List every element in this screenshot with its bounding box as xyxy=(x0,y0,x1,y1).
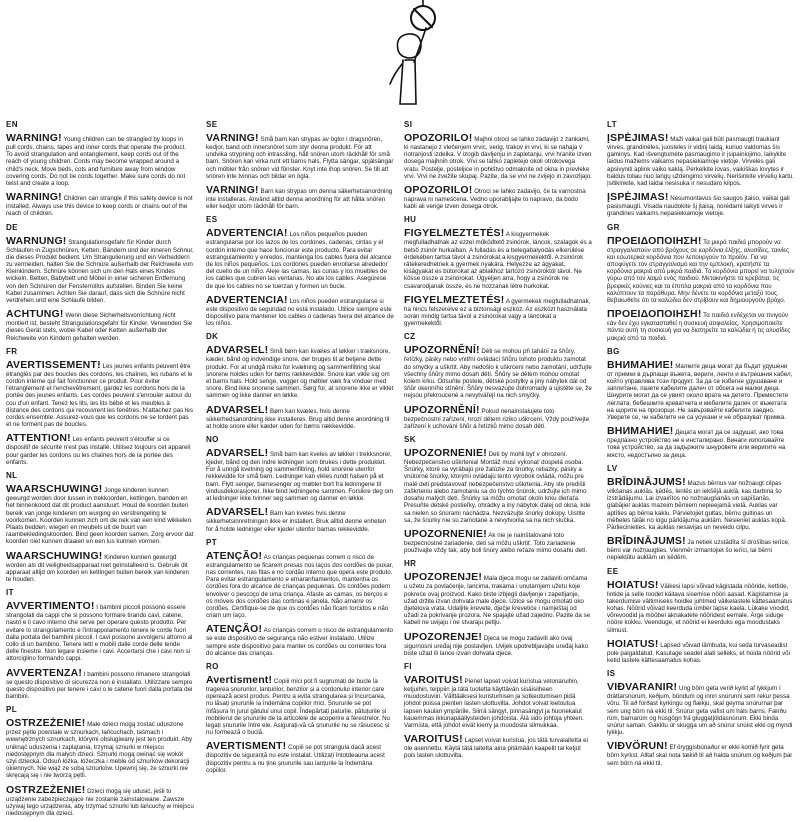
language-section-en xyxy=(6,120,194,218)
warning-label: FIGYELMEZTETÉS! xyxy=(404,293,505,306)
warning-label: ATTENTION! xyxy=(6,432,71,445)
warning-paragraph xyxy=(607,477,795,531)
warning-text: Børn kan kvæles, hvis denne sikkerhedsanordning ikke installeres. Brug altid denne anordning til at holde snore eller kæder uden for børns rækkevidde. xyxy=(206,407,390,430)
warning-text: Dzieci mogą się udusić, jeśli to urządzenie zabezpieczające nie zostanie zainstalowane. Zawsze używaj tego urządzenia, aby trzymać sznurki lub łańcuchy w miejscu niedostępnym dla dzieci. xyxy=(6,787,194,817)
language-code: SK xyxy=(404,435,416,445)
warning-text: Lapsed võivad lämbuda, kui seda turvaseadist pole paigaldatud. Kasutage seadet alati selleks, et hoida nöörid või ketid lastele kättesaamatus kohas. xyxy=(607,641,791,664)
language-code: SI xyxy=(404,120,413,129)
warning-label: UPOZORENJE! xyxy=(404,571,483,584)
language-section-ro xyxy=(206,662,394,774)
warning-label: BRĪDINĀJUMS! xyxy=(607,475,686,488)
language-code: PL xyxy=(6,705,18,715)
warning-label: ADVERTENCIA! xyxy=(206,227,288,240)
language-section-fr xyxy=(6,347,194,466)
warning-label: OPOZORILO! xyxy=(404,184,473,197)
warning-text: Децата могат да се задушат, ако това предпазно устройство не е инсталирано. Винаги използвайте това устройство, за да задържите шнуровете или веригите на място, недостъпно за деца. xyxy=(607,429,786,459)
language-code: RO xyxy=(206,661,219,671)
language-code: BG xyxy=(607,346,620,356)
warning-paragraph xyxy=(607,426,795,459)
warning-label: UPOZORNĚNÍ! xyxy=(404,403,480,416)
warning-paragraph xyxy=(206,295,394,328)
warning-text: A kisgyermekek megfulladhatnak az ezzel működtető zsinórok, láncok, szalagok és a belső zsinór hurkaiban. A fulladás és a belegabalyodás elkerülése érdekében tartsa távol a zsinórokat a kisgyermekektől. A zsinórok rátekeredhetnek a gyermek nyakára. Helyezze az ágyakat, kiságyakat és bútorokat az ablakhoz tartozó zsinóroktól távol. Ne kösse össze a zsinórokat. Ügyeljen arra, hogy a zsinórok ne csavarodjanak össze, és ne hozzanak létre hurkokat. xyxy=(404,231,592,290)
warning-paragraph xyxy=(404,345,592,399)
warning-text: Majhni otroci se lahko zadavijo z zankami, ki nastanejo z vlečenjem vrvic, verig, trakov in vrvi, ki se nahaja v notranjosti izdelka. V izogib davljenju in zapletanju, vrvi hranite izven dosega majhnih otrok. Vrvi se lahko zapletejo okoli otrokovega vratu. Postelje, posteljice in pohištvo odmaknite od okna in prevleke vrvi. Vrvi ne zvežite skupaj. Pazite, da se vrvi ne zvijejo in zavozljajo. xyxy=(404,136,592,180)
warning-text: Copiii se pot strangula dacă acest dispozitiv de siguranță nu este instalat. Utilizați întotdeauna acest dispozitiv pentru a nu ține șnururile sau lanțurile la îndemâna copiilor. xyxy=(206,744,385,774)
language-section-is xyxy=(607,669,795,767)
warning-text: As crianças pequenas correm o risco de estrangulamento se ficarem presas nos laços dos cordões de puxar, nas correntes, nas fitas e no cordão interno que opera este produto. Para evitar estrangulamento e emaranhamentos, mantenha os cordões fora do alcance de crianças pequenas. Os cordões podem envolver o pescoço de uma criança. Afaste as camas, os berços e os móveis dos cordões das cortinas e janela. Não amarre os cordões. Certifique-se de que os cordões não ficam torcidos e não criam um laço. xyxy=(206,553,394,620)
warning-text: Малките деца могат да бъдат удушени от примки в дърпащи въжета, вериги, ленти и вътрешния кабел, който управлява този продукт. За да се избегне удушаване и заплитане, пазете кабелите далеч от обсега на малки деца. Шнурите могат да се увият около врата на детето. Преместете леглата, бебешките креватчета и мебелите далеч от въжетата на щорите на прозорци. Не завързвайте кабелите заедно. Уверете се, че кабелите не са усукани и не образуват примка. xyxy=(607,362,793,422)
language-section-es xyxy=(206,215,394,327)
warning-text: Strangulationsgefahr für Kinder durch Schlaufen in Zugschnüren, Ketten, Bändern und der inneren Schnur, die dieses Produkt bedient. Um Strangulierung und ein Verheddern zu vermeiden, halten Sie die Schnüre außerhalb der Reichweite von Kleinkindern. Schnüre können sich um den Hals eines Kindes wickeln. Betten, Babybett und Möbel in einer sicheren Entfernung von den Schnüren der Fensterrollos aufstellen. Binden Sie keine Kabel zusammen. Achten Sie darauf, dass sich die Schnüre nicht verdrehen und eine Schlaufe bilden. xyxy=(6,238,194,305)
warning-text: Jonge kinderen kunnen gewurgd worden door lussen in trekkoorden, kettingen, banden en het binnenkoord dat dit product aanstuurt. Houd de koorden buiten bereik van jonge kinderen om wurging en verstrengeling te voorkomen. Koorden kunnen zich om de nek van een kind wikkelen. Plaats bedden, wiegen en meubels uit de buurt van raambekledingskoorden. Bind geen koorden samen. Zorg ervoor dat koorden niet kunnen draaien en een lus kunnen vormen. xyxy=(6,487,194,546)
warning-label: WAARSCHUWING! xyxy=(6,549,103,562)
warning-paragraph xyxy=(404,405,592,430)
warning-paragraph xyxy=(404,632,592,657)
warning-text: Pienet lapset voivat kuristua vetonaruihin, ketjuihin, teippiin ja tätä tuotetta käyttävän sisäisiiheen muodostuviin. Välttääksesi kuristumisen ja sotkeutumisen pidä johdot poissa pienten lasten ulottuvilta. Johdot voivat kietoutua lapsen kaulan ympärille. Siirrä sängyt, pinnasängyt ja huonekalut kauemmas ikkunapäällysteiden johdoista. Älä sido johtoja yhteen. Varmista, että johdot eivät kierry ja muodosta silmukkaa. xyxy=(404,677,584,729)
warning-text: Children can strangle if this safety device is not installed. Always use this device to keep cords or chains out of the reach of children. xyxy=(6,195,193,218)
warning-paragraph xyxy=(607,639,795,664)
language-code: FR xyxy=(6,346,18,356)
warning-paragraph xyxy=(6,133,194,187)
language-section-cz xyxy=(404,332,592,430)
warning-text: A gyermekek megfulladhatnak, ha nincs felszerelve ez a biztonsági eszköz. Az eszközt használata során mindig tartsa távol a zsinórokat vagy a láncokat a gyermekektől. xyxy=(404,297,591,328)
language-section-de xyxy=(6,223,194,342)
warning-paragraph xyxy=(6,309,194,342)
language-code: DK xyxy=(206,332,219,342)
warning-text: I bambini possono rimanere strangolati se questo dispositivo di sicurezza non è installato. Utilizzare sempre questo dispositivo per tenere i cavi o le catene fuori dalla portata dei bambini. xyxy=(6,670,193,700)
warning-text: Copiii mici pot fi sugrumați de bucle la tragerea șnururilor, lanțurilor, benzilor și a cordonului interior care operează acest produs. Pentru a evita strangularea și încurcarea, nu lăsați șnururile la îndemâna copiilor mici. Șnururile se pot înfășura în jurul gâtului unui copil. Îndepărtați paturile, pătuțurile și mobilierul de șnururile de la articolele de acoperire a ferestrelor. Nu legați șnururile între ele. Asigurați-vă că șnururile nu se răsucesc și nu formează o buclă. xyxy=(206,677,390,737)
warning-paragraph xyxy=(206,551,394,620)
warning-text: Barn kan strypas om denna säkerhetsanordning inte installeras. Använd alltid denna anordning för att hålla snören eller kedjor utom räckhåll för barn. xyxy=(206,188,393,211)
warning-text: Τα παιδιά ενδέχεται να πνιγούν εάν δεν έχει εγκατασταθεί η συσκευή ασφαλείας. Χρησιμοποιείτε πάντα αυτή τη συσκευή για να διατηρείτε τα καλώδια ή τις αλυσίδες μακριά από τα παιδιά. xyxy=(607,312,791,342)
warning-label: ΠΡΟΕΙΔΟΠΟΙΗΣΗ! xyxy=(607,308,702,321)
warning-text: Los niños pueden estrangularse si este dispositivo de seguridad no está instalado. Utilice siempre este dispositivo para mantener los cables o cadenas fuera del alcance de los niños. xyxy=(206,297,394,328)
warning-label: ĮSPĖJIMAS! xyxy=(607,191,669,204)
language-section-gr xyxy=(607,223,795,342)
warning-paragraph xyxy=(404,572,592,626)
warning-label: FIGYELMEZTETÉS! xyxy=(404,227,505,240)
language-code: EN xyxy=(6,120,18,129)
warning-label: ΠΡΟΕΙΔΟΠΟΙΗΣΗ! xyxy=(607,234,702,247)
warning-label: OSTRZEŻENIE! xyxy=(6,783,86,796)
language-code: CZ xyxy=(404,332,416,342)
warning-text: Ja netiek uzstādīta šī drošības ierīce, bērni var nožņaugties. Vienmēr izmantojiet šo ierīci, lai bērni nepiekļūtu auklām un ķēdēm. xyxy=(607,539,790,562)
warning-label: Avertisment! xyxy=(206,673,273,686)
warning-paragraph xyxy=(607,741,795,766)
warning-label: AVERTISMENT! xyxy=(206,740,287,753)
language-section-pt xyxy=(206,538,394,657)
language-section-lv xyxy=(607,464,795,562)
language-section-it xyxy=(6,588,194,700)
language-code: LV xyxy=(607,463,618,473)
warning-label: ATENÇÃO! xyxy=(206,623,263,636)
warning-text: Les jeunes enfants peuvent être étranglés par des boucles des cordons, les chaînes, les rubans et le cordon interne qui fait fonctionner ce produit. Pour éviter l'étranglement et l'enchevêtrement, gardez les cordons hors de la portée des jeunes enfants. Les cordes peuvent s'enrouler autour du cou d'un enfant. Tenez les lits, les lits bébé et les meubles à distance des cordons qui recouvrent les fenêtres. N'attachez pas les cordes ensemble. Assurez-vous que les cordons ne se tordent pas et ne forment pas de boucles. xyxy=(6,362,193,429)
warning-label: BRĪDINĀJUMS! xyxy=(607,535,686,548)
warning-text: Barn kan kveles hvis denne sikkerhetsinnretningen ikke er installert. Bruk alltid denne enheten for å holde ledninger eller kjeder utenfor barnas rekkevidde. xyxy=(206,510,387,533)
language-code: IT xyxy=(6,588,14,598)
warning-label: OSTRZEŻENIE! xyxy=(6,717,86,730)
language-code: HR xyxy=(404,559,417,569)
warning-paragraph xyxy=(206,345,394,399)
warning-label: VARNING! xyxy=(206,132,259,144)
warning-paragraph xyxy=(6,601,194,662)
warning-paragraph xyxy=(607,236,795,305)
warning-paragraph xyxy=(607,192,795,217)
warning-paragraph xyxy=(404,734,592,759)
warning-text: Pokud nenainstalujete toto bezpečnostní zařízení, hrozí dětem riziko uškrcení. Vždy používejte zařízení k uchování šňůr a řetízků mimo dosah dětí. xyxy=(404,407,590,430)
warning-paragraph xyxy=(206,185,394,210)
language-code: NL xyxy=(6,471,18,481)
warning-text: Deti by mohli byť v ohrození. Nebezpečenstvo uškrtenia! Montáž musí vykonať dospelá osoba. Šnúrky, ktoré sa vyrábajú pre žalúzie za šnúrky, retiazky, pásky a vnútorné šnúrky, ktorými ovládajú tento výrobok ovládá, môžu pre malé deti predstavovať nebezpečenstvo uškrtenia. Aby ste predišli zaškrteniu alebo zamotaniu sa do týchto šnúrok, udržujte ich mimo dosahu malých detí. Šnúrky sa môžu omotať okolo krku dieťaťa. Presuňte detské postieľky, ohrádky a iný nábytok ďalej od okna, kde sa nielen so šnúrami nachádza. Nezväzujte šnúrky dokopy. Uistite sa, že šnúrky nie sú zamotané a nevytvorila sa na nich slučka. xyxy=(404,451,591,524)
child-cord-warning-illustration xyxy=(370,0,465,115)
language-section-fi xyxy=(404,662,592,760)
warning-text: Wenn diese Sicherheitsvorrichtung nicht montiert ist, besteht Strangulationsgefahr für Kinder. Verwenden Sie dieses Gerät stets, wobei Kabel oder Ketten außerhalb der Reichweite von Kindern gehalten werden. xyxy=(6,312,193,342)
warning-paragraph xyxy=(206,405,394,430)
warning-label: OPOZORILO! xyxy=(404,132,473,144)
warning-paragraph xyxy=(404,529,592,554)
language-code: LT xyxy=(607,120,617,129)
warning-label: ADVARSEL! xyxy=(206,344,269,357)
warning-paragraph xyxy=(206,133,394,180)
language-code: HU xyxy=(404,215,417,225)
warning-text: Små børn kan kvæles af løkker i træksnore, kæder, bånd og indvendige snore, der bruges til at betjene dette produkt. For at undgå risiko for kvælning og sammenfiltring skal snorene holdes uden for børns rækkevidde. Snore kan vikle sig om et barns hals. Hold senge, vugger og møbler væk fra vinduer med snore. Bind ikke snorene sammen. Sørg for, at snorene ikke er viklet sammen og ikke danner en løkke. xyxy=(206,348,394,400)
warning-label: WARNING! xyxy=(6,132,62,144)
warning-paragraph xyxy=(206,675,394,736)
language-section-bg xyxy=(607,347,795,459)
warning-text: As crianças correm o risco de estrangulamento se este dispositivo de segurança não estiver instalado. Utilize sempre este dispositivo para manter os cordões ou correntes fora do alcance das crianças. xyxy=(206,627,393,657)
warning-text: Kinderen kunnen gewurgd worden als dit veiligheidsapparaat niet geïnstalleerd is. Gebruik dit apparaat altijd om koorden en kettingen buiten bereik van kinderen te houden. xyxy=(6,553,189,583)
language-code: NO xyxy=(206,435,219,445)
warning-label: UPOZORNENIE! xyxy=(404,447,487,460)
language-section-se xyxy=(206,120,394,210)
warning-label: ADVERTENCIA! xyxy=(206,293,288,306)
warning-paragraph xyxy=(607,309,795,342)
warning-text: Les enfants peuvent s'étouffer si ce dispositif de sécurité n'est pas installé. Utilisez toujours cet appareil pour garder les cordons ou les chaînes hors de la portée des enfants. xyxy=(6,436,191,466)
language-code: EE xyxy=(607,566,619,576)
language-section-nl xyxy=(6,471,194,583)
warning-label: ADVARSEL! xyxy=(206,506,269,519)
language-code: IS xyxy=(607,669,616,679)
warning-text: Ak nie je nainštalované toto bezpečnostné zariadenie, deti sa môžu uškrtiť. Toto zariadenie používajte vždy tak, aby boli šnúry alebo reťaze mimo dosahu detí. xyxy=(404,531,588,555)
warning-label: VAROITUS! xyxy=(404,733,463,746)
column-4 xyxy=(607,118,795,772)
column-1 xyxy=(6,118,194,822)
column-2 xyxy=(206,118,394,779)
warning-text: Los niños pequeños pueden estrangularse por los lazos de los cordones, cadenas, cintas y el cordón interno que hace funcionar este producto. Para evitar estrangulamiento y enredos, mantenga los cables fuera del alcance de los niños pequeños. Los cordones pueden enrollarse alrededor del cuello de un niño. Aleje las camas, las cunas y los muebles de los cables que cubren las ventanas. No ate los cables. Asegúrese de que los cables no se tuerzan y formen un bucle. xyxy=(206,231,392,290)
language-code: GR xyxy=(607,222,620,232)
warning-text: Små barn kan strypas av öglor i dragsnören, kedjor, band och innersnöret som styr denna produkt. För att undvika strypning och intrassling, håll snören utom räckhåll för små barn. Snören kan virka runt ett barns hals. Flytta sängar, spjälsängar och möbler från snören vid fönster. Knyt inte ihop snören. Se till att snören inte tvinnas och bildar en ögla. xyxy=(206,136,394,180)
warning-paragraph xyxy=(206,741,394,774)
warning-label: AVERTISSEMENT! xyxy=(6,358,101,371)
language-section-dk xyxy=(206,332,394,430)
warning-paragraph xyxy=(607,133,795,187)
warning-text: Mala djeca mogu se zadaviti omčama u užetu za povlačenje, lancima, trakama i unutarnjem užetu koje pokreće ovaj proizvod. Kako biste izbjegli davljenje i zapetljanje, užad držite izvan dohvata male djece. Uzice se mogu omotati oko djetetova vrata. Udaljite krevete, dječje krevetiće i namještaj od užadi za pokrivanje prozora. Ne spajajte užad zajedno. Pazite da se kabeli ne uvijaju i ne stvaraju petlju. xyxy=(404,575,591,627)
language-code: PT xyxy=(206,537,218,547)
warning-paragraph xyxy=(404,295,592,328)
warning-label: VARNING! xyxy=(206,184,259,197)
warning-label: UPOZORENJE! xyxy=(404,630,483,643)
warning-label: WARNUNG! xyxy=(6,234,67,247)
warning-text: Lapset voivat kuristua, jos tätä turvalaitetta ei ole asennettu. Käytä tätä laitetta aina pitämään kaapelit tai ketjut pois lasten ulottuvilta. xyxy=(404,737,588,760)
language-section-pl xyxy=(6,705,194,817)
warning-paragraph xyxy=(607,682,795,736)
warning-label: WARNING! xyxy=(6,191,62,204)
warning-label: VIÐVARANIR! xyxy=(607,681,678,694)
warning-paragraph xyxy=(6,668,194,701)
warning-label: HOIATUS! xyxy=(607,637,659,650)
warning-paragraph xyxy=(404,448,592,524)
language-section-lt xyxy=(607,120,795,218)
warning-text: Ung börn geta verið kyrkt af lykkjum í dráttarsnúrum, keðjum, böndum og innri snúrunni sem rekur þessa vöru. Til að forðast kyrkingu og flækju, skal geyma snúrurnar þar sem ung börn ná ekki til. Snúrur geta vafist um háls barns. Færðu rúm, barnarúm og húsgögn frá gluggatjöldasnúrum. Ekki binda snúrur saman. Gakktu úr skugga um að snúrur snúist ekki og myndi lykkju. xyxy=(607,685,793,737)
warning-label: AVVERTENZA! xyxy=(6,666,83,679)
warning-label: UPOZORNENIE! xyxy=(404,527,487,540)
warning-text: Väikesi lapsi võivad kägistada nööride, kettide, lintide ja selle toodet käitava sisemise nööri aasad. Kägistamise ja takerdumise vältimiseks hoidke juhtmed väikelastele kättesaamatus kohas. Nöörid võivad keerduda ümber lapse kaela. Lükake voodid, võrevoodid ja mööbel aknakatete nööridest eemale. Ärge siduge nööre kokku. Veenduge, et nöörid ei keerduks ega moodustaks silmust. xyxy=(607,582,793,634)
warning-label: VAROITUS! xyxy=(404,673,463,686)
warning-text: Małe dzieci mogą zostać uduszone przez pętle powstałe w sznurkach, łańcuchach, taśmach i wewnętrznych sznurkach, którymi obsługiwany jest ten produkt. Aby uniknąć uduszenia i zaplątania, trzymaj sznurki w miejscu niedostępnym dla małych dzieci. Sznurki mogą owinąć się wokół szyi dziecka. Odsuń łóżka, łóżeczka i meble od sznurków dekoracji okiennych. Nie wiąż ze sobą sznurków. Upewnij się, że sznurki nie skręcają się i nie tworzą pętli. xyxy=(6,721,193,780)
language-code: ES xyxy=(206,215,218,225)
warning-text: Djeca se mogu zadaviti ako ovaj sigurnosni uređaj nije postavljen. Uvijek upotrebljavajte uređaj kako biste užad ili lance izvan dohvata djece. xyxy=(404,634,589,657)
warning-text: Mazus bērnus var nožņaugt cilpas vilkšanas auklās, ķēdēs, lentēs un iekšējā auklā, kas darbina šo izstrādājumu. Lai izvairītos no nožņaugšanās un sapīšanās, glabājiet auklas mazeim bērniem nepieejamā vietā. Auklas var aptīties ap bērna kaklu. Pārvietojiet gultas, bērnu gultiņas un mēbeles tālāk no logu pārklājuma auklām. Nesieniet auklas kopā. Pārliecinieties, ka auklas nesavijas un neveido cilpu. xyxy=(607,479,787,531)
warning-label: ĮSPĖJIMAS! xyxy=(607,132,669,144)
prohibition-slash xyxy=(414,9,432,27)
warning-label: ATENÇÃO! xyxy=(206,549,263,562)
warning-label: ВНИМАНИЕ! xyxy=(607,358,674,371)
warning-paragraph xyxy=(6,433,194,466)
language-code: FI xyxy=(404,661,412,671)
warning-paragraph xyxy=(206,228,394,289)
warning-label: ADVARSEL! xyxy=(206,403,269,416)
column-3 xyxy=(404,118,592,765)
warning-paragraph xyxy=(206,507,394,532)
warning-label: HOIATUS! xyxy=(607,578,659,591)
warning-paragraph xyxy=(6,551,194,584)
warning-text: Nesumontavus šio saugos įtaiso, vaikai gali pasismaugti. Visada naudokite šį įtaisą, norėdami laikyti virves ir grandines vaikams nepasiekiamoje vietoje. xyxy=(607,195,790,218)
language-section-no xyxy=(206,435,394,533)
warning-paragraph xyxy=(6,718,194,779)
language-section-si xyxy=(404,120,592,210)
warning-paragraph xyxy=(404,228,592,289)
warning-text: Maži vaikai gali būti pasmaugti traukiant virves, grandinėles, juosteles ir vidinį laidą, kuriuo valdomas šis gaminys. Kad išvengtumėte pasmaugimo ir įsipainiojimo, laikykite laidus mažiems vaikams nepasiekiamoje vietoje. Virvelės gali apsivyniti aplink vaiko kaklą. Perkelkite lovas, vaikiškas lovytes ir baldus toliau nuo langų uždengimo virvelių. Nerišinkite virvelių kartu. Įsitikinkite, kad laidai nesisuka ir nesudaro kilpos. xyxy=(607,136,795,188)
language-section-hr xyxy=(404,559,592,657)
warning-text: Young children can be strangled by loops in pull cords, chains, tapes and inner cords that operate the product. To avoid strangulation and entanglement, keep cords out of the reach of young children. Cords may become wrapped around a child's neck. Move beds, cots and furniture away from window covering cords. Do not tie cords together. Make sure cords do not twist and create a loop. xyxy=(6,136,186,188)
warning-paragraph xyxy=(6,192,194,217)
warning-paragraph xyxy=(404,133,592,180)
warning-text: Otroci se lahko zadavijo, če ta varnostna naprava ni nameščena. Vedno uporabljajte to napravo, da bodo kabli ali verige izven dosega otrok. xyxy=(404,188,586,211)
warning-paragraph xyxy=(6,236,194,305)
warning-text: Τα μικρά παιδιά μπορούν να στραγγαλιστούν από βρόχους σε κορδόνια έλξης, αλυσίδες, ταινίες και εσωτερικά κορδόνια που λειτουργούν το προϊόν. Για να αποφύγετε τον στραγγαλισμό και την εμπλοκή, κρατήστε τα κορδόνια μακριά από μικρά παιδιά. Τα κορδόνια μπορεί να τυλιχτούν γύρω από τον λαιμό ενός παιδιού. Μετακινήστε τα κρεβάτια, τις βρεφικές κούνιες και τα έπιπλα μακριά από τα κορδόνια που καλύπτουν τα παράθυρα. Μην δένετε τα κορδόνια μεταξύ τους. Βεβαιωθείτε ότι τα καλώδια δεν στρίβουν και δημιουργούν βρόχο. xyxy=(607,238,795,305)
warning-label: AVVERTIMENTO! xyxy=(6,600,95,613)
warning-paragraph xyxy=(6,360,194,429)
language-section-hu xyxy=(404,215,592,327)
warning-text: Ef öryggisbúnaður er ekki komið fyrir geta börn kyrkst. Alltaf skal nota tækið til að halda snúrum og keðjum þar sem börn ná ekki til. xyxy=(607,744,793,767)
language-code: DE xyxy=(6,222,18,232)
warning-paragraph xyxy=(206,624,394,657)
language-section-sk xyxy=(404,435,592,554)
warning-text: Děti se mohou při tahání za šňůry, řetízky, pásky nebo vnitřní ovládací šňůru tohoto produktu zamotat do smyčky a uškrtit. Aby nedošlo k uškrcení nebo zamotání, udržujte všechny šňůry mimo dosah dětí. Šňůry se dětem mohou omotat kolem krku. Odsuňte postele, dětské postýlky a jiný nábytek dál od šňůr okenního stínění. Šňůry nesvazujte dohromady a ujistěte se, že nejsou překroucené a nevytvářejí na nich smyčky. xyxy=(404,348,592,400)
warning-label: UPOZORNĚNÍ! xyxy=(404,344,480,357)
warning-paragraph xyxy=(404,185,592,210)
language-section-ee xyxy=(607,567,795,665)
warning-paragraph xyxy=(404,675,592,729)
warning-label: ACHTUNG! xyxy=(6,308,64,321)
warning-paragraph xyxy=(607,580,795,634)
warning-label: ВНИМАНИЕ! xyxy=(607,425,674,438)
warning-paragraph xyxy=(6,785,194,818)
warning-text: Små barn kan kveles av løkker i trekksnorer, kjeder, bånd og den indre ledningen som brukes i dette produktet. For å unngå kvelning og sammenfiltring, hold snorene utenfor rekkevidde for små barn. Ledninger kan vikles rundt halsen på et barn. Flytt senger, barnesenger og møbler bort fra ledningene til vindusdekorasjoner. Ikke bind ledningene sammen. Forsikre deg om at ledninger ikke tvinner seg sammen og danner en løkke. xyxy=(206,451,394,503)
warning-paragraph xyxy=(607,536,795,561)
warning-paragraph xyxy=(607,360,795,421)
warning-label: ADVARSEL! xyxy=(206,447,269,460)
warning-label: WAARSCHUWING! xyxy=(6,483,103,496)
warning-paragraph xyxy=(206,448,394,502)
language-code: SE xyxy=(206,120,218,129)
warning-label: VIÐVÖRUN! xyxy=(607,740,668,753)
warning-paragraph xyxy=(6,484,194,545)
warning-text: I bambini piccoli possono essere strangolati da cappi che si possono formare tirando cavi, catene, nastri e il cavo interno che serve per operare questo prodotto. Per evitare lo strangolamento e l'intrappolamento tenere le corde fuori dalla portata dei bambini piccoli. I cavi possono avvolgersi attorno al collo di un bambino. Tenere letti e mobili dalle corde delle tende delle finestre. Non legare insieme i cavi. Accertarsi che i cavi non si attorciglino formando cappi. xyxy=(6,604,193,663)
